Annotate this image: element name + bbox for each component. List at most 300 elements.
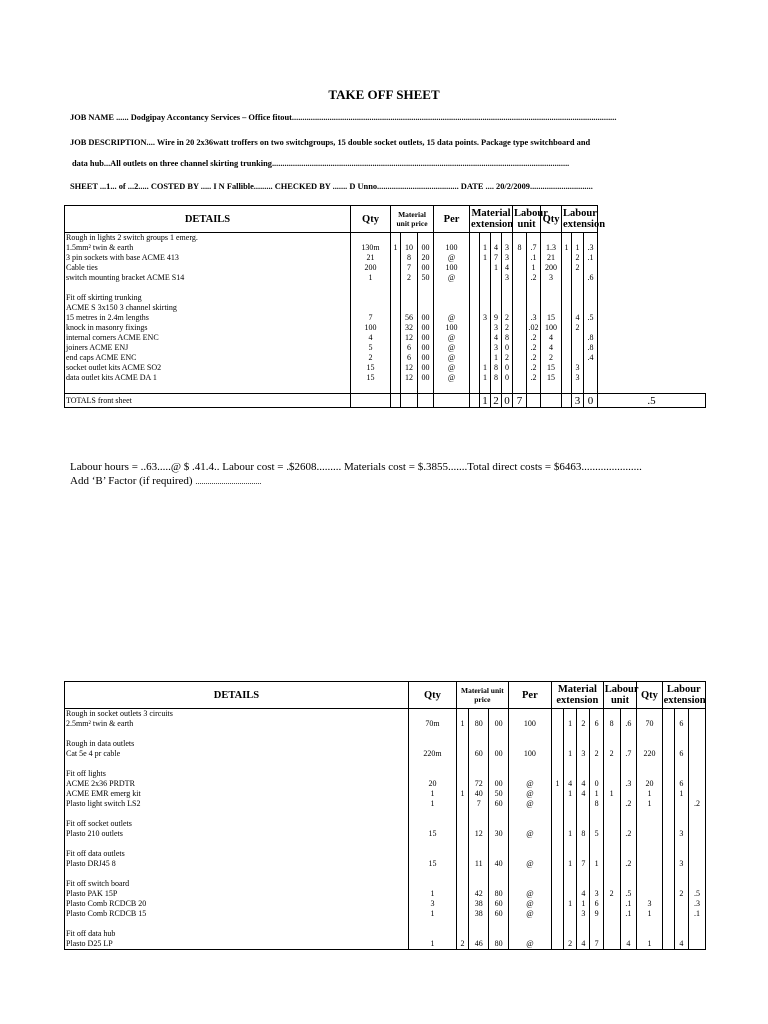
- row-cell: [513, 293, 527, 303]
- row-cell: [469, 809, 489, 819]
- row-cell: [401, 303, 418, 313]
- row-cell: [552, 709, 564, 720]
- row-cell: @: [508, 889, 551, 899]
- row-cell: .2: [527, 363, 541, 373]
- row-cell: [603, 739, 620, 749]
- row-cell: [408, 709, 456, 720]
- row-cell: [541, 283, 562, 293]
- row-cell: [637, 829, 662, 839]
- row-cell: 3: [572, 373, 584, 383]
- row-cell: [572, 353, 584, 363]
- row-cell: [408, 919, 456, 929]
- row-cell: 15: [351, 373, 391, 383]
- row-cell: 6: [401, 353, 418, 363]
- row-cell: [577, 929, 590, 939]
- row-cell: [457, 709, 469, 720]
- row-cell: [674, 709, 688, 720]
- row-cell: 15: [541, 363, 562, 373]
- row-cell: .02: [528, 323, 539, 332]
- row-cell: [552, 839, 564, 849]
- totals-labour-digit: 0: [584, 394, 598, 408]
- row-details: Plasto DRJ45 8: [65, 859, 409, 869]
- row-cell: 2: [351, 353, 391, 363]
- row-cell: [590, 919, 603, 929]
- row-cell: [457, 829, 469, 839]
- row-cell: [391, 353, 401, 363]
- row-cell: 8: [513, 243, 527, 253]
- row-cell: [508, 739, 551, 749]
- row-cell: [603, 899, 620, 909]
- row-cell: [564, 769, 577, 779]
- table-row: [65, 929, 706, 939]
- header-labour-extension: Labour extension: [662, 682, 705, 709]
- row-cell: 1: [457, 789, 469, 799]
- row-cell: 20: [408, 779, 456, 789]
- row-cell: 3: [491, 323, 502, 333]
- row-cell: 00: [418, 343, 434, 353]
- row-cell: [689, 809, 706, 819]
- row-cell: .2: [689, 799, 706, 809]
- row-cell: [603, 919, 620, 929]
- row-cell: [590, 729, 603, 739]
- row-cell: [489, 739, 508, 749]
- row-details: Fit off lights: [65, 769, 409, 779]
- row-cell: .1: [527, 253, 541, 263]
- row-cell: [562, 383, 572, 394]
- row-cell: 3: [541, 273, 562, 283]
- row-cell: [480, 343, 491, 353]
- table-row: [65, 819, 706, 829]
- row-cell: 1: [572, 243, 584, 253]
- row-cell: 6: [674, 779, 688, 789]
- sheet-info-line: SHEET ...1... of ...2..... COSTED BY ..... I N Fallible......... CHECKED BY ....... D Unno....................................... DATE .... 20/2/2009..............................: [70, 182, 593, 191]
- row-details: switch mounting bracket ACME S14: [65, 273, 351, 283]
- row-cell: .3: [689, 899, 706, 909]
- row-cell: [689, 939, 706, 950]
- row-cell: [491, 303, 502, 313]
- row-cell: [457, 809, 469, 819]
- row-cell: 15: [408, 859, 456, 869]
- row-cell: [620, 819, 637, 829]
- row-cell: 60: [469, 749, 489, 759]
- table-row: [65, 293, 706, 303]
- row-cell: 12: [401, 333, 418, 343]
- row-cell: [457, 869, 469, 879]
- table-row: [65, 909, 706, 919]
- row-cell: [470, 394, 480, 408]
- row-cell: [689, 869, 706, 879]
- row-cell: [590, 759, 603, 769]
- row-cell: 2: [541, 353, 562, 363]
- row-cell: 5: [590, 829, 603, 839]
- row-cell: 70: [637, 719, 662, 729]
- row-details: ACME 2x36 PRDTR: [65, 779, 409, 789]
- row-cell: [513, 343, 527, 353]
- row-cell: [552, 889, 564, 899]
- row-cell: [401, 383, 418, 394]
- row-cell: 3: [502, 243, 513, 253]
- row-cell: 21: [541, 253, 562, 263]
- row-cell: 4: [577, 779, 590, 789]
- row-cell: [489, 759, 508, 769]
- row-cell: [351, 283, 391, 293]
- row-cell: [674, 899, 688, 909]
- row-cell: [674, 729, 688, 739]
- totals-material-digit: 1: [480, 394, 491, 408]
- row-cell: [469, 879, 489, 889]
- row-cell: [457, 859, 469, 869]
- row-details: internal corners ACME ENC: [65, 333, 351, 343]
- row-cell: [351, 233, 391, 244]
- row-cell: [480, 293, 491, 303]
- row-cell: [689, 859, 706, 869]
- row-cell: [552, 799, 564, 809]
- row-cell: 1: [637, 939, 662, 950]
- row-cell: 12: [401, 373, 418, 383]
- row-cell: .2: [527, 343, 541, 353]
- row-cell: [564, 809, 577, 819]
- totals-material-digit: 2: [491, 394, 502, 408]
- row-cell: 2: [577, 719, 590, 729]
- row-cell: [572, 283, 584, 293]
- row-cell: [418, 383, 434, 394]
- row-cell: [552, 809, 564, 819]
- row-cell: [408, 849, 456, 859]
- row-cell: [470, 373, 480, 383]
- row-cell: [603, 769, 620, 779]
- row-cell: [527, 303, 541, 313]
- row-cell: [470, 283, 480, 293]
- row-cell: [662, 779, 674, 789]
- row-cell: [572, 383, 584, 394]
- row-details: Cat 5e 4 pr cable: [65, 749, 409, 759]
- row-cell: [620, 849, 637, 859]
- row-cell: [457, 759, 469, 769]
- row-cell: [457, 919, 469, 929]
- row-cell: 9: [491, 313, 502, 323]
- row-cell: [513, 333, 527, 343]
- row-cell: [637, 839, 662, 849]
- row-cell: [508, 759, 551, 769]
- row-cell: .2: [527, 333, 541, 343]
- row-cell: [590, 869, 603, 879]
- row-cell: [470, 383, 480, 394]
- row-cell: @: [508, 899, 551, 909]
- row-cell: [637, 869, 662, 879]
- row-cell: [489, 929, 508, 939]
- row-cell: [552, 859, 564, 869]
- row-cell: [662, 889, 674, 899]
- row-cell: 2: [590, 749, 603, 759]
- row-cell: [552, 759, 564, 769]
- row-cell: [469, 729, 489, 739]
- row-cell: .2: [527, 273, 541, 283]
- row-details: Plasto PAK 15P: [65, 889, 409, 899]
- row-cell: [401, 394, 418, 408]
- row-cell: [564, 729, 577, 739]
- row-cell: [457, 749, 469, 759]
- row-cell: [577, 799, 590, 809]
- row-cell: 21: [351, 253, 391, 263]
- row-cell: [584, 323, 598, 333]
- row-cell: [637, 729, 662, 739]
- table-row: [65, 729, 706, 739]
- row-cell: 2: [457, 939, 469, 950]
- row-cell: [620, 769, 637, 779]
- row-cell: 40: [489, 859, 508, 869]
- row-cell: [689, 879, 706, 889]
- row-cell: 30: [489, 829, 508, 839]
- header-qty-2: Qty: [637, 682, 662, 709]
- row-cell: [457, 899, 469, 909]
- row-cell: [541, 383, 562, 394]
- row-cell: 00: [418, 373, 434, 383]
- row-cell: 3: [590, 889, 603, 899]
- row-cell: 1.3: [541, 243, 562, 253]
- row-cell: 100: [508, 749, 551, 759]
- table-row: [65, 869, 706, 879]
- row-cell: [637, 919, 662, 929]
- row-cell: [662, 819, 674, 829]
- row-cell: 6: [674, 749, 688, 759]
- row-cell: [351, 293, 391, 303]
- header-labour-unit: Labour unit: [513, 206, 541, 233]
- row-cell: [637, 929, 662, 939]
- row-cell: 1: [564, 829, 577, 839]
- row-cell: [470, 233, 480, 244]
- row-details: [65, 729, 409, 739]
- row-cell: @: [508, 799, 551, 809]
- row-cell: [480, 233, 491, 244]
- row-cell: [508, 919, 551, 929]
- row-cell: [408, 729, 456, 739]
- row-cell: 3: [577, 909, 590, 919]
- row-cell: [408, 769, 456, 779]
- row-cell: [480, 273, 491, 283]
- row-cell: [662, 809, 674, 819]
- row-cell: [590, 809, 603, 819]
- row-cell: [603, 869, 620, 879]
- row-cell: [637, 769, 662, 779]
- row-cell: 38: [469, 899, 489, 909]
- row-cell: [584, 303, 598, 313]
- row-cell: [564, 709, 577, 720]
- row-cell: [408, 819, 456, 829]
- row-details: Fit off skirting trunking: [65, 293, 351, 303]
- row-cell: 60: [489, 799, 508, 809]
- row-details: [65, 383, 351, 394]
- row-cell: 3: [674, 859, 688, 869]
- row-cell: [457, 839, 469, 849]
- row-cell: [480, 353, 491, 363]
- row-cell: [508, 819, 551, 829]
- row-cell: [603, 839, 620, 849]
- table-row: [65, 739, 706, 749]
- table-row: [65, 939, 706, 950]
- row-cell: @: [508, 779, 551, 789]
- table-row: [65, 899, 706, 909]
- row-cell: [391, 313, 401, 323]
- row-cell: 7: [590, 939, 603, 950]
- row-cell: [603, 819, 620, 829]
- row-cell: [674, 929, 688, 939]
- row-cell: 1: [491, 263, 502, 273]
- row-cell: [391, 383, 401, 394]
- row-cell: [541, 303, 562, 313]
- row-details: Fit off socket outlets: [65, 819, 409, 829]
- row-cell: [662, 929, 674, 939]
- row-cell: [603, 759, 620, 769]
- row-cell: 20: [637, 779, 662, 789]
- row-cell: [562, 313, 572, 323]
- row-cell: [562, 303, 572, 313]
- row-cell: [434, 233, 470, 244]
- row-cell: [469, 869, 489, 879]
- table-row: [65, 363, 706, 373]
- row-cell: [689, 779, 706, 789]
- row-cell: [637, 889, 662, 899]
- row-cell: [564, 919, 577, 929]
- row-cell: 50: [418, 273, 434, 283]
- row-cell: [434, 383, 470, 394]
- row-cell: 00: [489, 719, 508, 729]
- table-row: [65, 859, 706, 869]
- row-cell: [502, 233, 513, 244]
- row-cell: [351, 383, 391, 394]
- job-description-line-2: data hub...All outlets on three channel skirting trunking..............................................................................................................................................: [72, 159, 570, 168]
- row-cell: @: [434, 343, 470, 353]
- row-cell: [470, 353, 480, 363]
- row-cell: [572, 333, 584, 343]
- row-cell: 4: [577, 939, 590, 950]
- row-cell: 4: [491, 333, 502, 343]
- takeoff-table-1: [64, 205, 706, 408]
- row-cell: @: [434, 333, 470, 343]
- row-cell: [434, 303, 470, 313]
- row-cell: [401, 283, 418, 293]
- row-cell: .8: [584, 333, 598, 343]
- row-cell: [391, 253, 401, 263]
- row-cell: [391, 394, 401, 408]
- row-cell: [564, 929, 577, 939]
- table-row: [65, 879, 706, 889]
- row-cell: [491, 283, 502, 293]
- row-cell: [469, 839, 489, 849]
- row-cell: [577, 819, 590, 829]
- row-cell: [689, 819, 706, 829]
- row-cell: [470, 243, 480, 253]
- row-details: [65, 919, 409, 929]
- row-cell: [418, 394, 434, 408]
- row-cell: 4: [577, 789, 590, 799]
- row-cell: [513, 233, 527, 244]
- page-title: TAKE OFF SHEET: [328, 87, 440, 102]
- row-cell: [408, 759, 456, 769]
- row-cell: [674, 759, 688, 769]
- row-cell: [552, 879, 564, 889]
- row-cell: 1: [408, 909, 456, 919]
- row-cell: [552, 939, 564, 950]
- row-cell: [662, 789, 674, 799]
- row-cell: [434, 283, 470, 293]
- header-material-unit-price: Material unit price: [391, 206, 434, 233]
- row-cell: [637, 879, 662, 889]
- row-details: ACME S 3x150 3 channel skirting: [65, 303, 351, 313]
- row-cell: 50: [489, 789, 508, 799]
- row-cell: [620, 739, 637, 749]
- row-cell: 2: [572, 323, 584, 333]
- row-cell: [489, 919, 508, 929]
- row-cell: [480, 303, 491, 313]
- row-cell: [480, 333, 491, 343]
- row-cell: 100: [351, 323, 391, 333]
- row-cell: .1: [620, 899, 637, 909]
- row-cell: 00: [418, 243, 434, 253]
- row-cell: [457, 799, 469, 809]
- row-cell: .6: [584, 273, 598, 283]
- row-cell: 15: [351, 363, 391, 373]
- row-cell: [513, 363, 527, 373]
- row-cell: [564, 819, 577, 829]
- row-cell: [662, 829, 674, 839]
- row-details: 2.5mm² twin & earth: [65, 719, 409, 729]
- row-cell: 1: [351, 273, 391, 283]
- row-cell: [689, 739, 706, 749]
- header-material-unit-price: Material unit price: [457, 682, 509, 709]
- row-cell: [508, 709, 551, 720]
- row-cell: [590, 739, 603, 749]
- row-cell: [584, 383, 598, 394]
- row-details: socket outlet kits ACME SO2: [65, 363, 351, 373]
- takeoff-table-2: [64, 681, 706, 950]
- row-cell: 1: [564, 859, 577, 869]
- row-cell: [457, 929, 469, 939]
- job-description-line-1: JOB DESCRIPTION.... Wire in 20 2x36watt troffers on two switchgroups, 15 double socket outlets, 15 data points. Package type switchboard and: [70, 138, 591, 147]
- row-cell: [674, 819, 688, 829]
- row-cell: [662, 729, 674, 739]
- b-factor-dots: .................................: [195, 477, 262, 486]
- table-row: [65, 313, 706, 323]
- row-cell: 9: [590, 909, 603, 919]
- row-cell: [489, 839, 508, 849]
- row-cell: 11: [469, 859, 489, 869]
- row-cell: [689, 759, 706, 769]
- row-cell: [513, 303, 527, 313]
- row-cell: [564, 739, 577, 749]
- row-cell: [508, 769, 551, 779]
- row-cell: [527, 394, 541, 408]
- row-cell: [689, 919, 706, 929]
- row-cell: [562, 273, 572, 283]
- row-details: [65, 759, 409, 769]
- row-cell: 8: [590, 799, 603, 809]
- row-cell: [562, 263, 572, 273]
- row-cell: [513, 273, 527, 283]
- row-cell: 220: [637, 749, 662, 759]
- row-cell: [541, 233, 562, 244]
- row-cell: [637, 819, 662, 829]
- row-cell: @: [508, 829, 551, 839]
- row-cell: 2: [502, 313, 513, 323]
- row-details: 15 metres in 2.4m lengths: [65, 313, 351, 323]
- row-cell: [470, 293, 480, 303]
- row-cell: 200: [351, 263, 391, 273]
- row-cell: [662, 739, 674, 749]
- row-cell: 2: [502, 353, 513, 363]
- row-cell: [508, 929, 551, 939]
- row-cell: 3: [408, 899, 456, 909]
- row-cell: [489, 869, 508, 879]
